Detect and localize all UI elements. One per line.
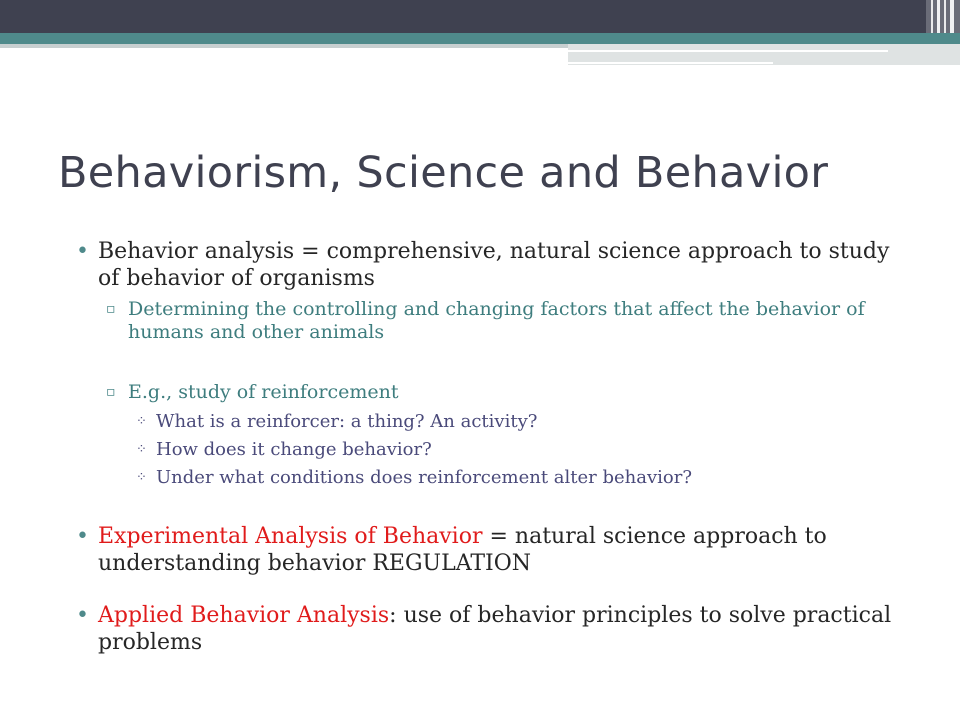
bullet-dot-icon: • [76,524,89,549]
header-band-dark [0,0,960,33]
sub-bullet-text: E.g., study of reinforcement [128,381,399,403]
detail-text: What is a reinforcer: a thing? An activity? [156,411,538,432]
header-white-line [568,62,773,64]
bullet-text: Behavior analysis = comprehensive, natural science approach to study of behavior of organisms [98,239,890,291]
bullet-experimental-analysis [76,523,906,577]
sub-bullet-text: Determining the controlling and changing factors that affect the behavior of humans and other animals [128,298,865,343]
header-stripe [944,0,946,33]
header-white-line [568,50,888,52]
detail-item [76,438,906,462]
sub-bullet-determining [76,298,906,344]
header-stripe [950,0,954,33]
dotted-bullet-icon: ⁘ [136,414,147,429]
square-bullet-icon: ▫ [106,301,116,317]
detail-item [76,410,906,434]
square-bullet-icon: ▫ [106,384,116,400]
header-band-gray-left [0,44,568,48]
highlight-term: Applied Behavior Analysis [98,603,390,628]
bullet-dot-icon: • [76,603,89,628]
bullet-behavior-analysis [76,238,906,292]
detail-text: How does it change behavior? [156,439,432,460]
bullet-applied-analysis [76,602,906,656]
slide-body [76,238,906,656]
bullet-text: : use of behavior principles to solve practical problems [98,603,892,655]
sub-bullet-reinforcement [76,381,906,404]
dotted-bullet-icon: ⁘ [136,470,147,485]
header-band-teal [0,33,960,44]
slide-title: Behaviorism, Science and Behavior [58,148,829,198]
highlight-term: Experimental Analysis of Behavior [98,524,483,549]
bullet-text: = natural science approach to understanding behavior REGULATION [98,524,827,576]
header-stripe [937,0,940,33]
detail-item [76,466,906,490]
header-stripe [931,0,933,33]
dotted-bullet-icon: ⁘ [136,442,147,457]
detail-text: Under what conditions does reinforcement alter behavior? [156,467,693,488]
bullet-dot-icon: • [76,239,89,264]
